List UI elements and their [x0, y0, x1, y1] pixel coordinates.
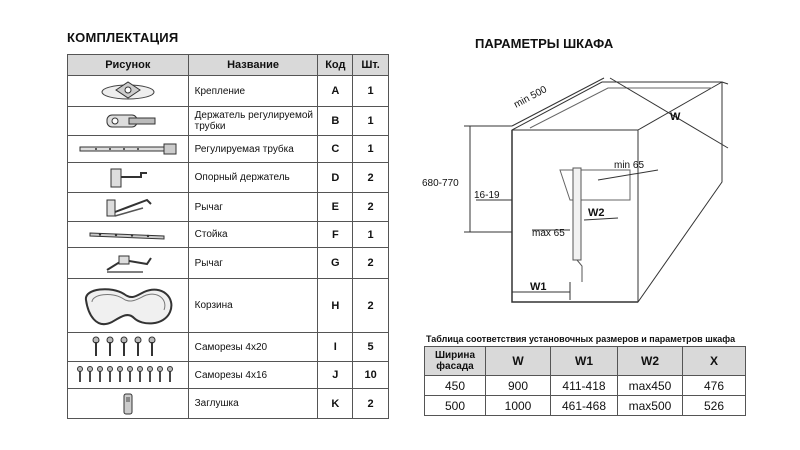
item-name: Держатель регулируемой трубки: [188, 107, 318, 136]
kit-header-row: [68, 55, 389, 76]
table-row: [68, 193, 389, 222]
plug-cap-icon: [113, 391, 143, 417]
table-row: [68, 279, 389, 333]
table-row: [68, 163, 389, 193]
item-qty: 2: [353, 163, 389, 193]
item-name: Рычаг: [188, 193, 318, 222]
dim-max65: max 65: [532, 228, 565, 239]
item-code: K: [318, 389, 353, 419]
table-row: [68, 362, 389, 389]
dim-height: 680-770: [422, 178, 459, 189]
item-code: C: [318, 136, 353, 163]
screws-4x20-icon: [88, 335, 168, 359]
item-name: Саморезы 4x20: [188, 333, 318, 362]
mount-bracket-icon: [98, 78, 158, 104]
table-row: [68, 222, 389, 248]
table-row: [68, 248, 389, 279]
item-code: B: [318, 107, 353, 136]
dim-min65: min 65: [614, 160, 645, 171]
table-row: [425, 396, 746, 416]
table-row: [68, 107, 389, 136]
item-code: D: [318, 163, 353, 193]
item-name: Крепление: [188, 76, 318, 107]
item-name: Саморезы 4x16: [188, 362, 318, 389]
table-row: [425, 376, 746, 396]
support-holder-icon: [103, 165, 153, 191]
item-name: Корзина: [188, 279, 318, 333]
item-name: Опорный держатель: [188, 163, 318, 193]
item-name: Регулируемая трубка: [188, 136, 318, 163]
params-header-row: [425, 347, 746, 376]
cell: 450: [425, 376, 486, 396]
col-facade-width: Ширина фасада: [425, 347, 486, 376]
table-row: [68, 389, 389, 419]
item-name: Заглушка: [188, 389, 318, 419]
table-row: [68, 136, 389, 163]
cabinet-diagram: [420, 70, 750, 310]
item-qty: 2: [353, 248, 389, 279]
item-code: I: [318, 333, 353, 362]
col-code: Код: [318, 55, 353, 76]
adjustable-tube-icon: [76, 141, 180, 157]
cell: 900: [486, 376, 551, 396]
params-table: [424, 346, 746, 416]
col-qty: Шт.: [353, 55, 389, 76]
cell: 461-468: [551, 396, 618, 416]
item-qty: 5: [353, 333, 389, 362]
rack-icon: [86, 228, 170, 242]
adjustable-tube-holder-icon: [93, 109, 163, 133]
kit-table: [67, 54, 389, 419]
dim-w1: W1: [530, 281, 547, 293]
col-w2: W2: [618, 347, 683, 376]
col-x: X: [683, 347, 746, 376]
item-qty: 1: [353, 136, 389, 163]
screws-4x16-icon: [74, 365, 182, 385]
dim-min500: min 500: [512, 84, 549, 111]
item-code: J: [318, 362, 353, 389]
table-row: [68, 76, 389, 107]
item-name: Рычаг: [188, 248, 318, 279]
cell: 476: [683, 376, 746, 396]
params-table-title: Таблица соответствия установочных размеров и параметров шкафа: [426, 334, 736, 344]
item-qty: 1: [353, 107, 389, 136]
cell: max450: [618, 376, 683, 396]
basket-icon: [78, 282, 178, 330]
item-code: G: [318, 248, 353, 279]
item-code: H: [318, 279, 353, 333]
col-w1: W1: [551, 347, 618, 376]
col-w: W: [486, 347, 551, 376]
lever-g-icon: [93, 250, 163, 276]
kit-title: КОМПЛЕКТАЦИЯ: [67, 30, 179, 45]
item-qty: 1: [353, 76, 389, 107]
item-code: F: [318, 222, 353, 248]
cell: 526: [683, 396, 746, 416]
cell: 1000: [486, 396, 551, 416]
cabinet-title: ПАРАМЕТРЫ ШКАФА: [475, 36, 614, 51]
item-qty: 2: [353, 389, 389, 419]
item-code: A: [318, 76, 353, 107]
cell: 500: [425, 396, 486, 416]
dim-offset: 16-19: [474, 190, 500, 201]
item-qty: 10: [353, 362, 389, 389]
dim-w: W: [670, 111, 681, 123]
table-row: [68, 333, 389, 362]
col-picture: Рисунок: [68, 55, 189, 76]
item-qty: 2: [353, 193, 389, 222]
item-name: Стойка: [188, 222, 318, 248]
dim-w2: W2: [588, 207, 605, 219]
cell: 411-418: [551, 376, 618, 396]
item-code: E: [318, 193, 353, 222]
item-qty: 1: [353, 222, 389, 248]
col-name: Название: [188, 55, 318, 76]
cell: max500: [618, 396, 683, 416]
lever-e-icon: [93, 194, 163, 220]
item-qty: 2: [353, 279, 389, 333]
